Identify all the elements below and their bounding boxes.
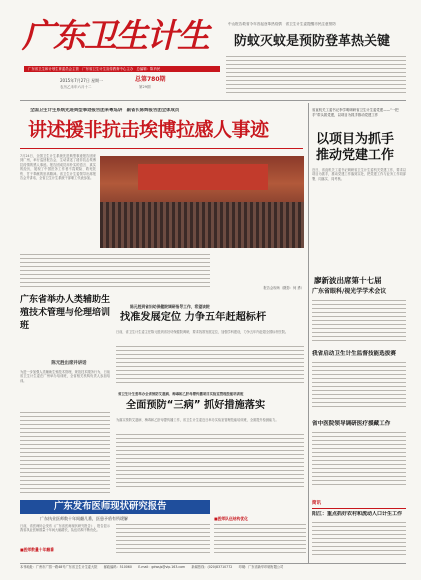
right-section-body-1 [312, 362, 406, 412]
mid-story-body: 日前，省卫生计生委主任陈元胜到省妇幼保健院调研，要求找准发展定位，加强学科建设，力争五年内赶超全国标杆医院。 [116, 330, 289, 334]
main-photo [100, 156, 304, 248]
left-box-body-lines [20, 412, 110, 500]
left-box-body: 为进一步加强人类辅助生殖技术管理，规范技术服务行为，日前省卫生计生委在广州举办培训班，全省相关机构负责人参加培训。 [20, 370, 110, 383]
bottom-story-mid-col [116, 524, 210, 558]
right-headline-1: 以项目为抓手 [316, 132, 395, 147]
brief-body [312, 522, 406, 558]
right-section-body-2 [312, 432, 406, 492]
bottom-story-body: 日前，省医师协会发布《广东省医师现状研究报告》，报告显示我省执业医师数量十年间大幅增长，队伍结构不断优化。 [20, 524, 110, 533]
top-right-headline: 防蚊灭蚊是预防登革热关键 [234, 34, 391, 49]
right-sub-headline-1: 廖新波出席第十七届 [314, 276, 382, 285]
brief-text: 阳江：重点抓好农村和流动人口计生工作 [312, 511, 403, 517]
left-box-sub: 陈元胜出席并讲话 [51, 361, 87, 366]
right-section-headline-1: 我省启动卫生计生监督技能选拔赛 [312, 351, 396, 357]
masthead-org-band: 广东省卫生和计划生育委员会主管 广东省卫生计生宣传教育中心主办 总编辑：陈肖民 [24, 66, 220, 72]
stage-backdrop [138, 164, 268, 190]
right-kicker: 省直机关工委书记李学明调研省卫生计生委党建——“一把手”带头抓党建，以项目为抓手推动党建工作 [312, 108, 399, 117]
main-photo-caption: 报告会现场（摄影：何 勇） [263, 286, 304, 290]
lower-story-body: 为落实预防艾滋病、梅毒和乙肝母婴传播工作，省卫生计生委近日举办实验室管理技能培训班，全面提升检测能力。 [116, 418, 279, 422]
right-headline-2: 推动党建工作 [316, 148, 395, 163]
top-right-kicker: 中山报告救省今年首起登革热疫情 省卫生计生委提醒市民注意预防 [228, 22, 336, 26]
right-sub-headline-2: 广东省眼科/视光学学术会议 [312, 288, 387, 295]
main-headline-underline [20, 148, 303, 149]
masthead-lunar: 农历乙未年六月十二 [60, 85, 92, 89]
masthead-title: 广东卫生计生 [22, 16, 208, 55]
mid-story-kicker: 陈元胜到省妇幼保健院调研指导工作，希望该院 [130, 304, 210, 309]
bottom-story-label-1: ■医师数量十年翻番 [20, 547, 54, 552]
right-sub-body [312, 300, 406, 346]
main-headline: 讲述援非抗击埃博拉感人事迹 [28, 119, 269, 141]
right-column-divider [308, 103, 309, 563]
mid-story-body-lines [116, 346, 304, 386]
bottom-story-banner [20, 500, 210, 514]
audience-seats [100, 202, 304, 248]
bottom-story-headline: 广东发布医师现状研究报告 [54, 501, 167, 512]
main-body-lower [20, 254, 210, 290]
lower-story-headline: 全面预防“三病” 抓好措施落实 [126, 400, 266, 411]
bottom-story-label-2: ■医师队伍结构优化 [214, 516, 248, 521]
mid-story-headline: 找准发展定位 力争五年赶超标杆 [120, 312, 267, 323]
bottom-story-right-col [214, 524, 306, 558]
main-kicker: 全国卫生计生系统先进典型事迹报告团来粤巡讲 副省长陈辉报告团全体成员 [30, 108, 180, 113]
masthead-divider [20, 100, 406, 101]
left-box-headline: 广东省举办人类辅助生殖技术管理与伦理培训班 [20, 295, 110, 331]
masthead-date: 2015年7月27日 星期一 [60, 78, 104, 83]
lower-story-kicker: 省卫生计生委举办全省预防艾滋病、梅毒和乙肝母婴传播项目实验室管理技能培训班 [118, 392, 244, 396]
footer-divider [20, 563, 406, 564]
lower-story-body-lines [116, 434, 304, 490]
bottom-story-sub: 广东执业医师数十年间翻几番，医患矛盾有所缓解 [40, 516, 128, 521]
masthead-issue: 总第780期 [135, 76, 166, 83]
main-body-left: 7月24日，全国卫生计生系统先进典型事迹报告团来到广州，举行巡回报告会，生动讲述了援非抗击埃博拉疫情的感人事迹。报告团成员用朴实的语言、真实的经历，展现了中国医务工作者不畏艰险、救死扶伤、甘于奉献的崇高精神。省卫生计生委领导出席报告会并讲话，全省卫生计生系统干部职工代表参加。 [20, 154, 96, 181]
masthead-page-count: 第29期 [139, 85, 151, 89]
top-right-body [226, 56, 406, 96]
brief-label: 简讯 [312, 501, 321, 506]
brief-underline [312, 508, 406, 509]
right-section-headline-2: 省中医院领导调研医疗援藏工作 [312, 421, 391, 427]
footer-address: 本刊地址：广州市广园一路48号广东省卫生计生委大院 邮政编码：510060 E-mail：gdwsjs@vip.163.com 新闻热线：(020)83710772 印刷：广东省新华印刷有限公司 [20, 565, 284, 569]
right-body: 近日，省直机关工委书记调研省卫生计生委机关党建工作，要求以项目为抓手，推动党建工作落到实处，把党建工作与业务工作同部署、同落实、同考核。 [312, 168, 406, 181]
